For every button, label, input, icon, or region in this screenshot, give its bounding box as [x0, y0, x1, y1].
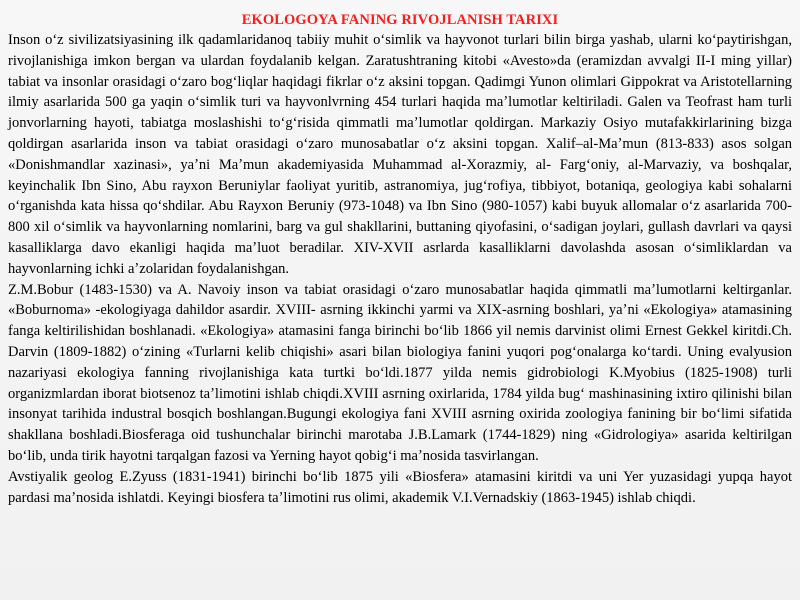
paragraph-1: Inson oʻz sivilizatsiyasining ilk qadamlaridanoq tabiiy muhit oʻsimlik va hayvonot turlari bilin birga yashab, ularni koʻpaytirishgan, rivojlanishiga imkon bergan va ulardan foydalanib kelgan. Zaratushtraning kitobi «Avesto»da (eramizdan avvalgi II-I ming yillar) tabiat va insonlar orasidagi oʻzaro bogʻliqlar haqidagi fikrlar oʻz aksini topgan. Qadimgi Yunon olimlari Gippokrat va Aristotellarning ilmiy asarlarida 500 ga yaqin oʻsimlik turi va hayvonlvrning 454 turlari haqida maʼlumotlar keltiriladi. Galen va Teofrast ham turli jonvorlarning hayoti, tabiatga moslashishi toʻgʻrisida qimmatli maʼlumotlar qoldirgan. Markaziy Osiyo mutafakkirlarining bizga qoldirgan asarlarida inson va tabiat orasidagi oʻzaro munosabatlar oʻz aksini topgan. Xalif–al-Maʼmun (813-833) asos solgan «Donishmandlar xazinasi», yaʼni Maʼmun akademiyasida Muhammad al-Xorazmiy, al- Fargʻoniy, al-Marvaziy, va boshqalar, keyinchalik Ibn Sino, Abu rayxon Beruniylar faoliyat yuritib, astranomiya, jugʻrofiya, tibbiyot, botaniqa, geologiya kabi sohalarni oʻrganishda kata hissa qoʻshdilar. Abu Rayxon Beruniy (973-1048) va Ibn Sino (980-1057) kabi buyuk allomalar oʻz asarlarida 700-800 xil oʻsimlik va hayvonlarning nomlarini, barg va gul shakllarini, buttaning qiyofasini, oʻsadigan joylari, gullash davrlari va qaysi kasalliklarga davo ekanligi haqida maʼluot beradilar. XIV-XVII asrlarda kasalliklarni davolashda asosan oʻsimliklardan va hayvonlarning ichki aʼzolaridan foydalanishgan. [8, 32, 792, 277]
paragraph-2: Z.M.Bobur (1483-1530) va A. Navoiy inson va tabiat orasidagi oʻzaro munosabatlar haqida qimmatli maʼlumotlarni keltirganlar. «Boburnoma» -ekologiyaga dahildor asardir. XVIII- asrning ikkinchi yarmi va XIX-asrning boshlari, yaʼni «Ekologiya» atamasining fanga keltirilishidan boshlanadi. «Ekologiya» atamasini fanga birinchi boʻlib 1866 yil nemis darvinist olimi Ernest Gekkel kiritdi.Ch. Darvin (1809-1882) oʻzining «Turlarni kelib chiqishi» asari bilan biologiya fanini yuqori pogʻonalarga koʻtardi. Uning evalyusion nazariyasi ekologiya fanning rivojlanishiga kata turtki boʻldi.1877 yilda nemis gidrobiologi K.Myobius (1825-1908) turli organizmlardan iborat biotsenoz taʼlimotini ishlab chiqdi.XVIII asrning oxirlarida, 1784 yilda bugʻ mashinasining ixtiro qilinishi bilan insonyat tarihida industral bosqich boshlangan.Bugungi ekologiya fani XVIII asrning oxirida zoologiya fanining bir boʻlimi sifatida shakllana boshladi.Biosferaga oid tushunchalar birinchi marotaba J.B.Lamark (1744-1829) ning «Gidrologiya» asarida keltirilgan boʻlib, unda tirik hayotni tarqalgan fazosi va Yerning hayot qobigʻi maʼnosida tasvirlangan. [8, 281, 792, 464]
paragraph-3: Avstiyalik geolog E.Zyuss (1831-1941) birinchi boʻlib 1875 yili «Biosfera» atamasini kiritdi va uni Yer yuzasidagi yupqa hayot pardasi maʼnosida ishlatdi. Keyingi biosfera taʼlimotini rus olimi, akademik V.I.Vernadskiy (1863-1945) ishlab chiqdi. [8, 468, 792, 506]
page-title: EKOLOGOYA FANING RIVOJLANISH TARIXI [241, 12, 559, 28]
body-text [8, 30, 792, 508]
